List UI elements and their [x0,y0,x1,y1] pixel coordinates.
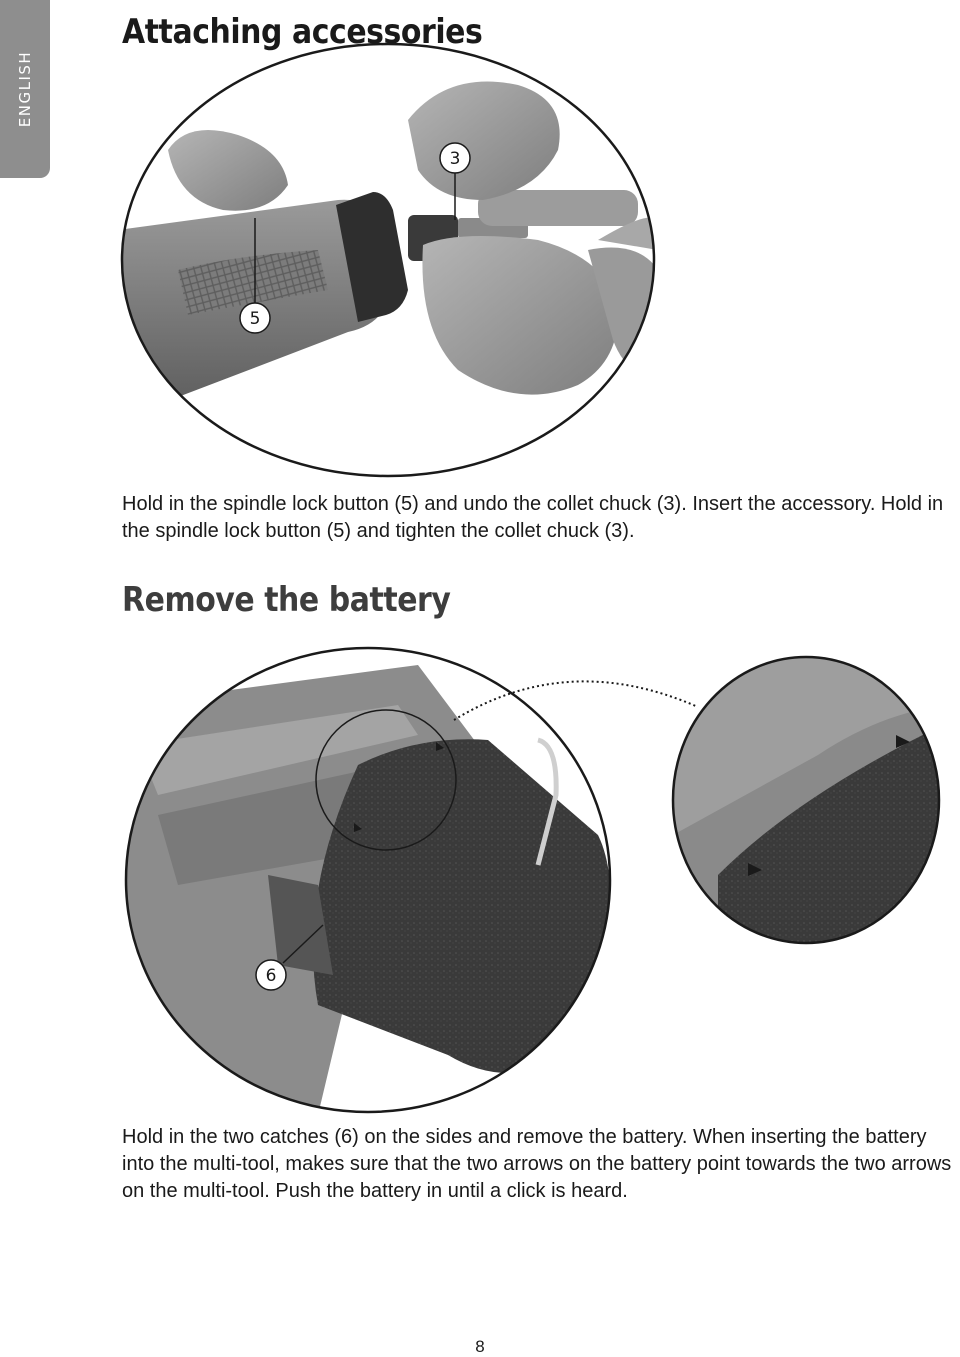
language-tab [0,0,50,178]
page-number: 8 [475,1337,485,1356]
section-heading-remove-battery: Remove the battery [122,580,451,620]
callout-3: 3 [449,149,461,169]
callout-6: 6 [265,966,277,986]
callout-5: 5 [249,309,261,329]
section-heading-attaching-accessories: Attaching accessories [122,12,483,52]
remove-battery-photo [118,645,958,1115]
language-tab-label: ENGLISH [16,50,34,128]
remove-battery-instructions: Hold in the two catches (6) on the sides and remove the battery. When inserting the battery into the multi-tool, makes sure that the two arrows on the battery point towards the two arrows on the multi-tool. Push the battery in until a click is heard. [122,1126,952,1202]
attaching-accessories-photo [118,40,658,480]
attaching-accessories-instructions: Hold in the spindle lock button (5) and undo the collet chuck (3). Insert the accessory. Hold in the spindle lock button (5) and tighten the collet chuck (3). [122,493,944,542]
